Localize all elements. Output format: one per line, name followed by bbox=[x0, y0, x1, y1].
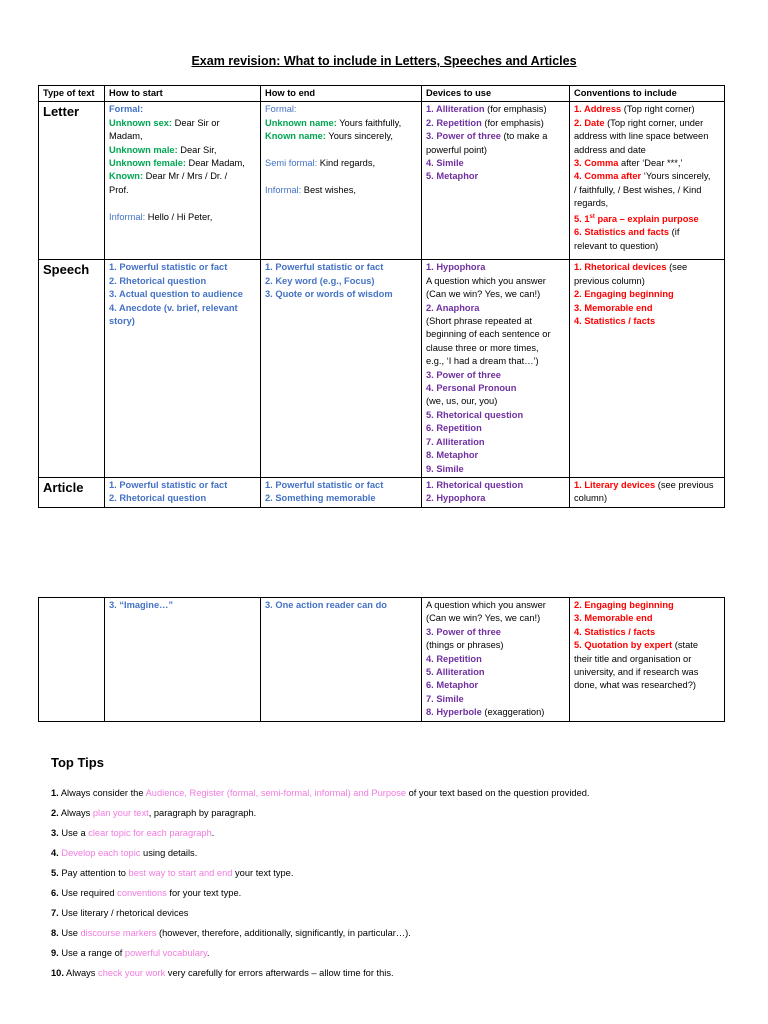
cell-line bbox=[426, 342, 565, 355]
text-span: Unknown female: bbox=[109, 158, 186, 169]
text-span: 1. Alliteration bbox=[426, 104, 485, 115]
cell-line bbox=[426, 369, 565, 382]
cell-line bbox=[265, 157, 417, 170]
text-span: 5. Quotation by expert bbox=[574, 640, 673, 651]
text-span: previous column) bbox=[574, 275, 645, 286]
text-span: Unknown sex: bbox=[109, 117, 173, 128]
cell-line bbox=[574, 653, 720, 666]
text-span: 5. 1st para – explain purpose bbox=[574, 213, 699, 224]
text-span: / faithfully, / Best wishes, / Kind bbox=[574, 184, 702, 195]
cell-line bbox=[109, 275, 256, 288]
tip-item bbox=[51, 887, 731, 907]
text-span: 3. Power of three bbox=[426, 626, 501, 637]
text-span: column) bbox=[574, 493, 608, 504]
table-header-row bbox=[39, 86, 725, 102]
text-span: Use literary / rhetorical devices bbox=[58, 908, 189, 918]
cell-line bbox=[426, 157, 565, 170]
text-span: (Top right corner) bbox=[621, 104, 695, 115]
cell-conventions bbox=[570, 598, 725, 722]
cell-line bbox=[426, 275, 565, 288]
cell-line bbox=[426, 395, 565, 408]
text-span: (we, us, our, you) bbox=[426, 396, 498, 407]
text-span: 3. Memorable end bbox=[574, 302, 653, 313]
text-span: 1. Powerful statistic or fact bbox=[265, 479, 384, 490]
text-span: discourse markers bbox=[80, 928, 157, 938]
cell-line bbox=[574, 492, 720, 505]
cell-line bbox=[426, 639, 565, 652]
cell-line bbox=[426, 679, 565, 692]
cell-conventions bbox=[570, 260, 725, 478]
text-span: 7. Simile bbox=[426, 693, 464, 704]
text-span: 6. Metaphor bbox=[426, 680, 479, 691]
text-span: (Can we win? Yes, we can!) bbox=[426, 289, 541, 300]
row-label-empty bbox=[39, 598, 105, 722]
text-span: Always bbox=[63, 968, 99, 978]
cell-line bbox=[109, 197, 256, 210]
text-span: 4. Comma after bbox=[574, 171, 642, 182]
tip-number: 3. bbox=[51, 828, 59, 838]
header-devices: Devices to use bbox=[422, 86, 570, 102]
text-span: 5. Metaphor bbox=[426, 171, 479, 182]
cell-conventions bbox=[570, 102, 725, 260]
row-label-article: Article bbox=[39, 477, 105, 507]
text-span: 2. Anaphora bbox=[426, 302, 480, 313]
text-span: Unknown male: bbox=[109, 144, 178, 155]
tip-item bbox=[51, 807, 731, 827]
cell-line bbox=[574, 226, 720, 239]
text-span: 2. Rhetorical question bbox=[109, 493, 207, 504]
text-span: 4. Simile bbox=[426, 158, 464, 169]
text-span: (things or phrases) bbox=[426, 640, 504, 651]
text-span: 2. Key word (e.g., Focus) bbox=[265, 275, 375, 286]
text-span: 3. Comma bbox=[574, 158, 619, 169]
revision-table bbox=[38, 85, 725, 508]
text-span: Dear Sir, bbox=[177, 144, 217, 155]
text-span: 3. Actual question to audience bbox=[109, 289, 243, 300]
tip-number: 1. bbox=[51, 788, 59, 798]
text-span: (see previous bbox=[655, 479, 714, 490]
cell-line bbox=[574, 184, 720, 197]
text-span: Best wishes, bbox=[301, 184, 356, 195]
text-span: Develop each topic bbox=[61, 848, 141, 858]
cell-line bbox=[426, 599, 565, 612]
text-span: of your text based on the question provided. bbox=[406, 788, 590, 798]
text-span: Use bbox=[58, 928, 81, 938]
cell-line bbox=[426, 382, 565, 395]
text-span: 2. Engaging beginning bbox=[574, 289, 674, 300]
cell-line bbox=[265, 170, 417, 183]
cell-line bbox=[426, 706, 565, 719]
text-span: done, what was researched?) bbox=[574, 680, 696, 691]
cell-line bbox=[426, 436, 565, 449]
cell-line bbox=[574, 170, 720, 183]
text-span: ‘Yours sincerely, bbox=[641, 171, 711, 182]
tip-item bbox=[51, 827, 731, 847]
row-label-speech: Speech bbox=[39, 260, 105, 478]
text-span: address with line space between bbox=[574, 131, 709, 142]
text-span: 1. Powerful statistic or fact bbox=[109, 479, 228, 490]
cell-line bbox=[109, 144, 256, 157]
cell-line bbox=[265, 288, 417, 301]
tip-item bbox=[51, 927, 731, 947]
cell-line bbox=[109, 261, 256, 274]
header-start: How to start bbox=[105, 86, 261, 102]
cell-line bbox=[426, 288, 565, 301]
cell-line bbox=[426, 449, 565, 462]
cell-line bbox=[574, 479, 720, 492]
text-span: Use a range of bbox=[58, 948, 125, 958]
text-span: 8. Metaphor bbox=[426, 450, 479, 461]
cell-line bbox=[109, 103, 256, 116]
cell-line bbox=[109, 117, 256, 130]
text-span: Informal: bbox=[265, 184, 302, 195]
cell-line bbox=[574, 612, 720, 625]
text-span: your text type. bbox=[232, 868, 294, 878]
cell-line bbox=[109, 479, 256, 492]
text-span: Audience, Register (formal, semi-formal, informal) and Purpose bbox=[145, 788, 407, 798]
cell-line bbox=[574, 261, 720, 274]
text-span: 5. Alliteration bbox=[426, 667, 485, 678]
text-span: A question which you answer bbox=[426, 600, 546, 610]
cell-end bbox=[261, 102, 422, 260]
cell-line bbox=[426, 355, 565, 368]
cell-line bbox=[426, 653, 565, 666]
cell-line bbox=[109, 288, 256, 301]
text-span: university, and if research was bbox=[574, 667, 699, 678]
text-span: 9. Simile bbox=[426, 463, 464, 474]
text-span: (state bbox=[672, 640, 698, 651]
tip-number: 8. bbox=[51, 928, 59, 938]
text-span: Kind regards, bbox=[317, 158, 376, 169]
text-span: 4. Statistics / facts bbox=[574, 316, 656, 327]
text-span: 2. Hypophora bbox=[426, 493, 486, 504]
text-span: , paragraph by paragraph. bbox=[148, 808, 257, 818]
cell-line bbox=[574, 599, 720, 612]
text-span: clear topic for each paragraph bbox=[88, 828, 212, 838]
tip-item bbox=[51, 847, 731, 867]
cell-line bbox=[426, 626, 565, 639]
text-span: Dear Madam, bbox=[185, 158, 245, 169]
text-span: Prof. bbox=[109, 184, 129, 195]
text-span: very carefully for errors afterwards – allow time for this. bbox=[165, 968, 394, 978]
text-span: (Short phrase repeated at bbox=[426, 316, 532, 327]
table-row-letter bbox=[39, 102, 725, 260]
text-span: 3. Memorable end bbox=[574, 613, 653, 624]
text-span: e.g., ‘I had a dream that…’) bbox=[426, 356, 539, 367]
cell-line bbox=[265, 144, 417, 157]
header-conventions: Conventions to include bbox=[570, 86, 725, 102]
cell-line bbox=[265, 275, 417, 288]
text-span: Semi formal: bbox=[265, 158, 318, 169]
text-span: 4. Anecdote (v. brief, relevant bbox=[109, 302, 238, 313]
text-span: 4. Repetition bbox=[426, 653, 482, 664]
cell-end bbox=[261, 477, 422, 507]
table-row-speech bbox=[39, 260, 725, 478]
cell-line bbox=[109, 170, 256, 183]
cell-line bbox=[426, 144, 565, 157]
cell-line bbox=[426, 170, 565, 183]
text-span: 6. Repetition bbox=[426, 423, 482, 434]
cell-line bbox=[426, 315, 565, 328]
cell-line bbox=[426, 492, 565, 505]
text-span: Dear Mr / Mrs / Dr. / bbox=[143, 171, 228, 182]
text-span: (exaggeration) bbox=[481, 707, 545, 718]
text-span: Always consider the bbox=[58, 788, 146, 798]
text-span: plan your text bbox=[92, 808, 149, 818]
text-span: (however, therefore, additionally, significantly, in particular…). bbox=[156, 928, 411, 938]
tip-item bbox=[51, 907, 731, 927]
text-span: 3. “Imagine…” bbox=[109, 600, 174, 610]
cell-line bbox=[426, 302, 565, 315]
cell-line bbox=[109, 302, 256, 315]
text-span: . bbox=[211, 828, 215, 838]
text-span: Unknown name: bbox=[265, 117, 337, 128]
cell-line bbox=[426, 463, 565, 476]
cell-line bbox=[265, 261, 417, 274]
text-span: Known name: bbox=[265, 131, 326, 142]
cell-line bbox=[426, 612, 565, 625]
tip-number: 7. bbox=[51, 908, 59, 918]
text-span: powerful point) bbox=[426, 144, 487, 155]
tip-item bbox=[51, 967, 731, 987]
text-span: 1. Literary devices bbox=[574, 479, 656, 490]
text-span: 1. Hypophora bbox=[426, 262, 486, 273]
tip-item bbox=[51, 787, 731, 807]
text-span: Dear Sir or bbox=[172, 117, 220, 128]
text-span: (if bbox=[669, 227, 680, 238]
text-span: clause three or more times, bbox=[426, 342, 539, 353]
text-span: Madam, bbox=[109, 131, 143, 142]
text-span: check your work bbox=[98, 968, 166, 978]
text-span: 2. Repetition bbox=[426, 117, 482, 128]
text-span: 7. Alliteration bbox=[426, 436, 485, 447]
text-span: 5. Rhetorical question bbox=[426, 409, 524, 420]
text-span: Use required bbox=[58, 888, 118, 898]
text-span: story) bbox=[109, 316, 135, 327]
cell-line bbox=[426, 479, 565, 492]
text-span: for your text type. bbox=[166, 888, 242, 898]
cell-line bbox=[574, 666, 720, 679]
cell-line bbox=[574, 197, 720, 210]
cell-line bbox=[574, 117, 720, 130]
cell-start bbox=[105, 477, 261, 507]
text-span: beginning of each sentence or bbox=[426, 329, 551, 340]
text-span: Hello / Hi Peter, bbox=[145, 211, 213, 222]
cell-line bbox=[426, 422, 565, 435]
cell-line bbox=[574, 288, 720, 301]
cell-end bbox=[261, 598, 422, 722]
cell-line bbox=[265, 103, 417, 116]
cell-line bbox=[574, 211, 720, 227]
row-label-letter: Letter bbox=[39, 102, 105, 260]
cell-line bbox=[574, 275, 720, 288]
text-span: 4. Statistics / facts bbox=[574, 626, 656, 637]
tip-item bbox=[51, 947, 731, 967]
text-span: Formal: bbox=[265, 104, 297, 115]
page-title: Exam revision: What to include in Letters, Speeches and Articles bbox=[191, 54, 577, 68]
text-span: 6. Statistics and facts bbox=[574, 227, 670, 238]
text-span: relevant to question) bbox=[574, 240, 659, 251]
cell-line bbox=[574, 302, 720, 315]
text-span: regards, bbox=[574, 198, 609, 209]
table-row-article bbox=[39, 477, 725, 507]
cell-end bbox=[261, 260, 422, 478]
text-span: 2. Date bbox=[574, 117, 605, 128]
cell-line bbox=[426, 409, 565, 422]
text-span: 1. Rhetorical devices bbox=[574, 262, 667, 273]
cell-line bbox=[426, 261, 565, 274]
text-span: A question which you answer bbox=[426, 275, 546, 286]
cell-line bbox=[265, 184, 417, 197]
cell-line bbox=[109, 184, 256, 197]
text-span: 8. Hyperbole bbox=[426, 707, 482, 718]
text-span: Informal: bbox=[109, 211, 146, 222]
text-span: (Can we win? Yes, we can!) bbox=[426, 613, 541, 624]
cell-line bbox=[109, 599, 256, 612]
cell-line bbox=[426, 117, 565, 130]
cell-line bbox=[109, 211, 256, 224]
text-span: best way to start and end bbox=[128, 868, 233, 878]
cell-line bbox=[265, 130, 417, 143]
top-tips-heading: Top Tips bbox=[51, 755, 104, 770]
text-span: Formal: bbox=[109, 104, 144, 115]
cell-line bbox=[574, 240, 720, 253]
cell-line bbox=[426, 693, 565, 706]
text-span: using details. bbox=[140, 848, 198, 858]
cell-conventions bbox=[570, 477, 725, 507]
text-span: (for emphasis) bbox=[481, 117, 544, 128]
text-span: Use a bbox=[58, 828, 89, 838]
text-span: conventions bbox=[117, 888, 167, 898]
cell-line bbox=[109, 130, 256, 143]
text-span: (Top right corner, under bbox=[604, 117, 704, 128]
text-span: 2. Engaging beginning bbox=[574, 600, 674, 610]
text-span: their title and organisation or bbox=[574, 653, 692, 664]
cell-line bbox=[574, 315, 720, 328]
cell-line bbox=[109, 315, 256, 328]
text-span: 3. Quote or words of wisdom bbox=[265, 289, 393, 300]
tip-number: 6. bbox=[51, 888, 59, 898]
cell-line bbox=[574, 103, 720, 116]
text-span: 2. Rhetorical question bbox=[109, 275, 207, 286]
text-span: 2. Something memorable bbox=[265, 493, 376, 504]
text-span: 3. Power of three bbox=[426, 369, 501, 380]
cell-line bbox=[426, 328, 565, 341]
text-span: after ‘Dear ***,’ bbox=[618, 158, 683, 169]
text-span: powerful vocabulary bbox=[124, 948, 207, 958]
header-type: Type of text bbox=[39, 86, 105, 102]
revision-table-continued bbox=[38, 597, 725, 722]
text-span: (for emphasis) bbox=[484, 104, 547, 115]
tip-number: 10. bbox=[51, 968, 64, 978]
tip-number: 2. bbox=[51, 808, 59, 818]
cell-line bbox=[109, 157, 256, 170]
text-span: 1. Address bbox=[574, 104, 622, 115]
cell-devices bbox=[422, 598, 570, 722]
text-span: 1. Rhetorical question bbox=[426, 479, 524, 490]
top-tips-list bbox=[51, 787, 731, 987]
text-span: Known: bbox=[109, 171, 144, 182]
text-span: address and date bbox=[574, 144, 646, 155]
text-span: 4. Personal Pronoun bbox=[426, 383, 517, 394]
cell-line bbox=[265, 599, 417, 612]
tip-item bbox=[51, 867, 731, 887]
cell-devices bbox=[422, 102, 570, 260]
cell-line bbox=[574, 157, 720, 170]
text-span: 1. Powerful statistic or fact bbox=[265, 262, 384, 273]
text-span: (see bbox=[666, 262, 688, 273]
text-span: 1. Powerful statistic or fact bbox=[109, 262, 228, 273]
text-span: 3. One action reader can do bbox=[265, 600, 387, 610]
cell-line bbox=[574, 144, 720, 157]
header-end: How to end bbox=[261, 86, 422, 102]
cell-line bbox=[426, 130, 565, 143]
cell-start bbox=[105, 102, 261, 260]
text-span: Yours sincerely, bbox=[325, 131, 393, 142]
cell-line bbox=[426, 666, 565, 679]
text-span: 3. Power of three bbox=[426, 131, 501, 142]
cell-start bbox=[105, 260, 261, 478]
cell-line bbox=[426, 103, 565, 116]
text-span: . bbox=[206, 948, 210, 958]
tip-number: 9. bbox=[51, 948, 59, 958]
cell-line bbox=[265, 492, 417, 505]
text-span: (to make a bbox=[500, 131, 548, 142]
tip-number: 5. bbox=[51, 868, 59, 878]
text-span: Pay attention to bbox=[58, 868, 129, 878]
cell-line bbox=[574, 679, 720, 692]
cell-line bbox=[265, 479, 417, 492]
table-row-article-continued bbox=[39, 598, 725, 722]
cell-line bbox=[265, 117, 417, 130]
text-span: Yours faithfully, bbox=[336, 117, 402, 128]
cell-line bbox=[109, 492, 256, 505]
text-span: Always bbox=[58, 808, 93, 818]
cell-devices bbox=[422, 477, 570, 507]
cell-line bbox=[574, 639, 720, 652]
tip-number: 4. bbox=[51, 848, 59, 858]
cell-line bbox=[574, 626, 720, 639]
cell-start bbox=[105, 598, 261, 722]
cell-devices bbox=[422, 260, 570, 478]
cell-line bbox=[574, 130, 720, 143]
